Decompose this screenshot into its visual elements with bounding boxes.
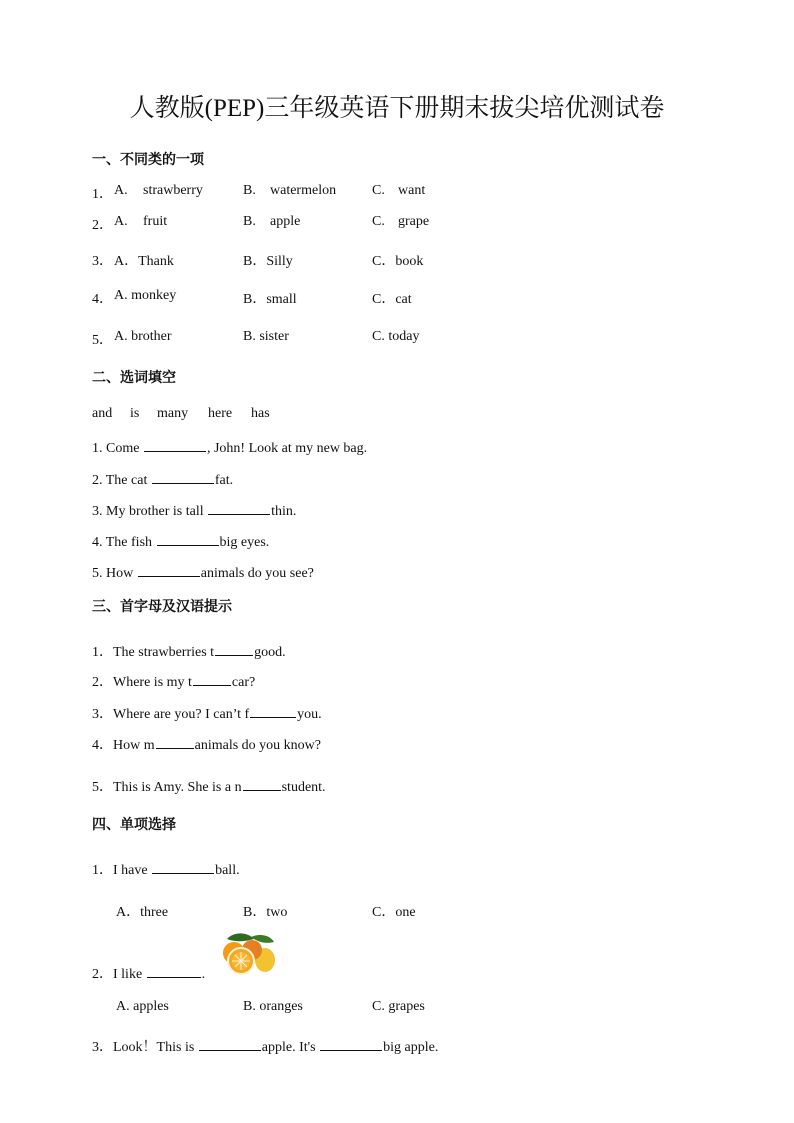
answer-blank[interactable]	[243, 776, 281, 791]
orange-slices-icon	[218, 933, 276, 977]
option-b-text: watermelon	[270, 183, 337, 198]
word-bank-item: and	[92, 406, 113, 421]
question-4-1	[92, 859, 240, 879]
page-title: 人教版(PEP)三年级英语下册期末拔尖培优测试卷	[129, 95, 665, 122]
option-c: C. grapes	[372, 999, 425, 1014]
question-number: 1．	[92, 187, 113, 202]
question-4-2	[92, 963, 205, 983]
word-bank-item: here	[208, 406, 233, 421]
question-text: good.	[254, 645, 286, 660]
question-2-4	[92, 531, 269, 551]
option-a: A．three	[116, 905, 169, 920]
answer-blank[interactable]	[215, 641, 253, 656]
question-text: animals do you know?	[194, 738, 321, 753]
question-number: 2．	[92, 218, 113, 233]
word-bank-item: has	[251, 406, 270, 421]
option-c-label: C.	[372, 183, 385, 198]
question-text: ball.	[215, 863, 240, 878]
word-bank-item: many	[157, 406, 189, 421]
question-text: 3．Where are you? I can’t f	[92, 707, 250, 722]
question-text: 5. How	[92, 566, 134, 581]
question-text: fat.	[214, 473, 234, 488]
question-number: 5．	[92, 333, 113, 348]
question-text: 5．This is Amy. She is a n	[92, 780, 242, 795]
answer-blank[interactable]	[193, 671, 231, 686]
option-a: A. brother	[114, 329, 172, 344]
question-text: 1．The strawberries t	[92, 645, 215, 660]
option-c-text: want	[398, 183, 426, 198]
question-text: 4. The fish	[92, 535, 153, 550]
question-text: animals do you see?	[200, 566, 314, 581]
answer-blank[interactable]	[320, 1036, 382, 1051]
question-3-2	[92, 671, 255, 691]
question-3-5	[92, 776, 326, 796]
question-text: apple. It's	[261, 1040, 316, 1055]
question-3-3	[92, 703, 322, 723]
question-text: big apple.	[383, 1040, 439, 1055]
option-a: A. apples	[116, 999, 169, 1014]
option-b-label: B.	[243, 183, 256, 198]
word-bank-item: is	[130, 406, 140, 421]
question-text: 2．I like	[92, 967, 143, 982]
question-text: 2. The cat	[92, 473, 148, 488]
question-text: you.	[297, 707, 322, 722]
question-text: 1．I have	[92, 863, 148, 878]
option-a: A．Thank	[114, 254, 174, 269]
option-b: B．Silly	[243, 254, 293, 269]
option-c: C．one	[372, 905, 416, 920]
answer-blank[interactable]	[144, 437, 206, 452]
option-a-label: A.	[114, 183, 128, 198]
option-c: C．book	[372, 254, 424, 269]
option-a-text: strawberry	[143, 183, 203, 198]
question-2-5	[92, 562, 314, 582]
question-3-4	[92, 734, 321, 754]
question-2-1	[92, 437, 367, 457]
question-2-3	[92, 500, 296, 520]
answer-blank[interactable]	[157, 531, 219, 546]
question-text: , John! Look at my new bag.	[206, 441, 368, 456]
question-text: 3．Look！This is	[92, 1040, 195, 1055]
answer-blank[interactable]	[147, 963, 201, 978]
question-4-3	[92, 1036, 438, 1056]
option-c-label: C.	[372, 214, 385, 229]
section-heading-word-choice: 二、选词填空	[92, 370, 176, 386]
answer-blank[interactable]	[152, 859, 214, 874]
option-a-label: A.	[114, 214, 128, 229]
option-b: B. sister	[243, 329, 289, 344]
question-text: thin.	[271, 504, 297, 519]
question-text: big eyes.	[219, 535, 270, 550]
question-2-2	[92, 469, 233, 489]
answer-blank[interactable]	[156, 734, 194, 749]
section-heading-single-choice: 四、单项选择	[92, 817, 176, 833]
answer-blank[interactable]	[250, 703, 296, 718]
option-c: C．cat	[372, 292, 412, 307]
option-a: A. monkey	[114, 288, 177, 303]
answer-blank[interactable]	[152, 469, 214, 484]
question-text: car?	[231, 675, 256, 690]
option-c: C. today	[372, 329, 420, 344]
option-c-text: grape	[398, 214, 430, 229]
option-b-label: B.	[243, 214, 256, 229]
question-text: 3. My brother is tall	[92, 504, 204, 519]
answer-blank[interactable]	[208, 500, 270, 515]
option-b: B．two	[243, 905, 288, 920]
section-heading-initial-letter-hints: 三、首字母及汉语提示	[92, 599, 232, 615]
question-text: 1. Come	[92, 441, 140, 456]
question-number: 4．	[92, 292, 113, 307]
question-text: .	[201, 967, 206, 982]
answer-blank[interactable]	[199, 1036, 261, 1051]
question-text: 4．How m	[92, 738, 155, 753]
leaf-shape	[227, 933, 254, 941]
option-b-text: apple	[270, 214, 301, 229]
question-text: student.	[281, 780, 326, 795]
option-b: B. oranges	[243, 999, 303, 1014]
section-heading-odd-one-out: 一、不同类的一项	[92, 152, 204, 168]
answer-blank[interactable]	[138, 562, 200, 577]
question-text: 2．Where is my t	[92, 675, 192, 690]
option-a-text: fruit	[143, 214, 168, 229]
question-number: 3．	[92, 254, 113, 269]
option-b: B．small	[243, 292, 297, 307]
question-3-1	[92, 641, 286, 661]
